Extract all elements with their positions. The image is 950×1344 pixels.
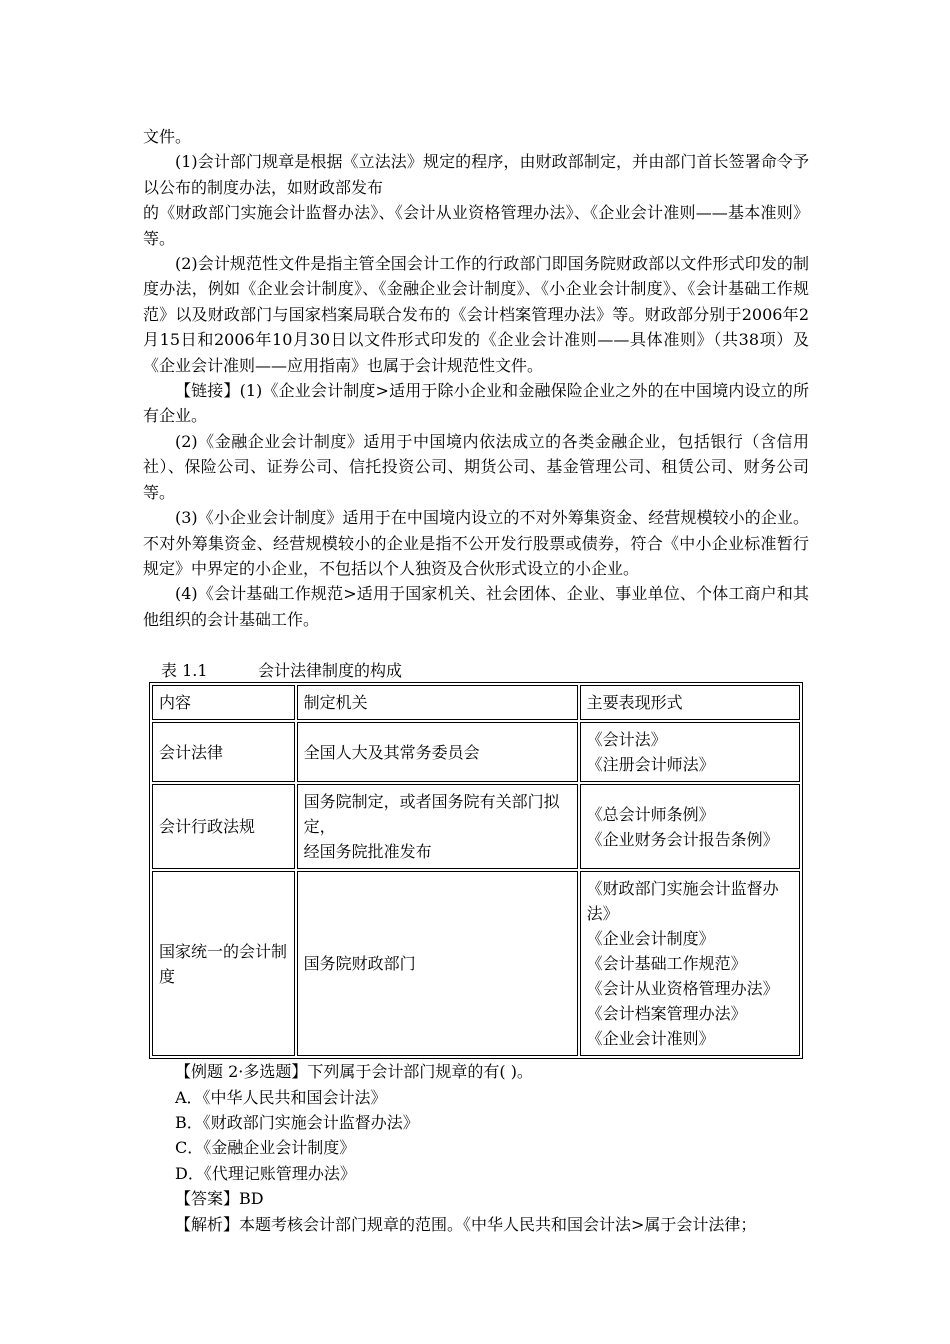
paragraph-link-2: (2)《金融企业会计制度》适用于中国境内依法成立的各类金融企业，包括银行（含信用社）、保险公司、证券公司、信托投资公司、期货公司、基金管理公司、租赁公司、财务公司等。 [143,431,809,502]
header-authority: 制定机关 [297,685,578,720]
paragraph-department-rules-cont: 的《财政部门实施会计监督办法》、《会计从业资格管理办法》、《企业会计准则——基本准则》等。 [143,203,809,248]
form-item: 《会计从业资格管理办法》 [586,979,779,999]
paragraph-normative-documents: (2)会计规范性文件是指主管全国会计工作的行政部门即国务院财政部以文件形式印发的制度办法，例如《企业会计制度》、《金融企业会计制度》、《小企业会计制度》、《会计基础工作规范》以及财政部门与国家档案局联合发布的《会计档案管理办法》等。财政部分别于2006年2月15日和2006年10月30日以文件形式印发的《企业会计准则——具体准则》（共38项）及《企业会计准则——应用指南》也属于会计规范性文件。 [143,254,809,375]
example-analysis [143,1212,809,1237]
answer-label: 【答案】 [175,1189,240,1209]
cell-forms [580,871,800,1056]
option-b: B．《财政部门实施会计监督办法》 [175,1112,419,1132]
cell-content: 会计行政法规 [152,784,295,869]
option-d: D．《代理记账管理办法》 [175,1163,356,1183]
header-content: 内容 [152,685,295,720]
paragraph-department-rules: (1)会计部门规章是根据《立法法》规定的程序，由财政部制定，并由部门首长签署命令予以公布的制度办法，如财政部发布 [143,152,809,197]
cell-content: 国家统一的会计制度 [152,871,295,1056]
form-item: 《财政部门实施会计监督办法》 [586,879,779,924]
cell-content: 会计法律 [152,722,295,782]
form-item: 《会计档案管理办法》 [586,1004,747,1024]
answer-value: BD [239,1189,264,1209]
paragraph-continuation: 文件。 [143,127,192,146]
form-item: 《会计基础工作规范》 [586,954,747,974]
table-caption [143,659,809,682]
analysis-label: 【解析】 [175,1214,240,1234]
form-item: 《注册会计师法》 [586,755,715,775]
table-caption-title: 会计法律制度的构成 [258,661,403,681]
cell-authority: 国务院财政部门 [297,871,578,1056]
header-forms: 主要表现形式 [580,685,800,720]
example-question-text: 下列属于会计部门规章的有( )。 [307,1062,533,1082]
example-question [143,1059,809,1084]
example-title: 【例题 2·多选题】 [175,1062,308,1082]
example-answer [143,1186,809,1211]
form-item: 《企业财务会计报告条例》 [586,829,779,849]
form-item: 《总会计师条例》 [586,804,715,824]
table-row [152,722,800,782]
form-item: 《企业会计准则》 [586,1029,715,1049]
authority-line: 经国务院批准发布 [303,842,432,862]
form-item: 《会计法》 [586,730,667,750]
table-caption-number: 表 1.1 [161,661,208,681]
paragraph-link-1 [143,378,809,429]
cell-authority [297,784,578,869]
authority-line: 国务院制定，或者国务院有关部门拟定， [303,792,560,837]
table-row [152,871,800,1056]
accounting-law-table [149,682,803,1059]
cell-forms [580,722,800,782]
table-row [152,784,800,869]
document-page [143,124,809,1237]
option-c: C．《金融企业会计制度》 [175,1138,356,1158]
form-item: 《企业会计制度》 [586,929,715,949]
analysis-text: 本题考核会计部门规章的范围。《中华人民共和国会计法>属于会计法律； [239,1214,757,1234]
cell-forms [580,784,800,869]
link-label: 【链接】 [175,381,240,401]
table-header-row [152,685,800,720]
cell-authority: 全国人大及其常务委员会 [297,722,578,782]
paragraph-link-3: (3)《小企业会计制度》适用于在中国境内设立的不对外筹集资金、经营规模较小的企业。不对外筹集资金、经营规模较小的企业是指不公开发行股票或债券，符合《中小企业标准暂行规定》中界定的小企业，不包括以个人独资及合伙形式设立的小企业。 [143,508,809,578]
link-1-text: (1)《企业会计制度>适用于除小企业和金融保险企业之外的在中国境内设立的所有企业。 [143,381,809,426]
paragraph-link-4: (4)《会计基础工作规范>适用于国家机关、社会团体、企业、事业单位、个体工商户和其他组织的会计基础工作。 [143,584,809,629]
option-a: A．《中华人民共和国会计法》 [175,1087,387,1107]
